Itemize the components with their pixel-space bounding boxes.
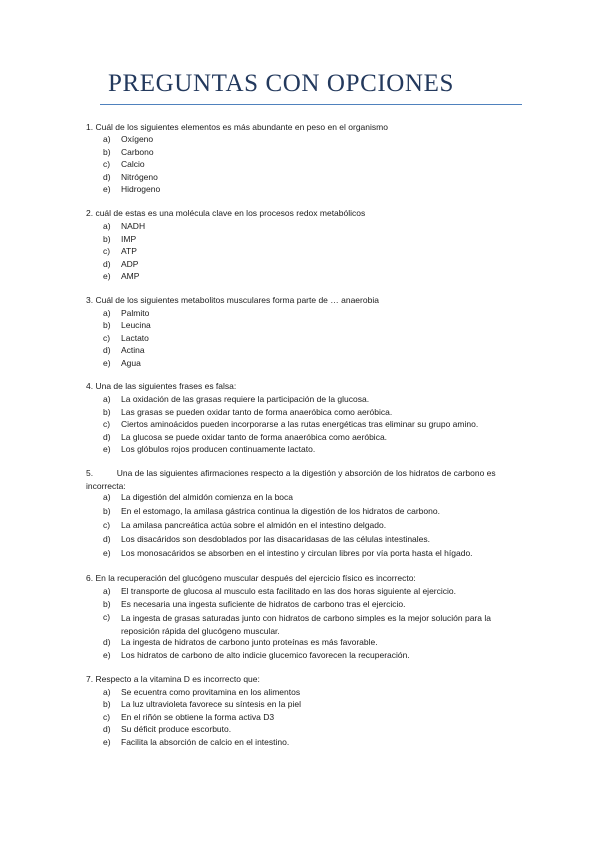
option-letter: b): [103, 599, 111, 609]
option-text: Ciertos aminoácidos pueden incorporarse a las rutas energéticas tras eliminar su grupo amino.: [121, 419, 479, 429]
option-text: IMP: [121, 233, 137, 244]
option-e: [0, 271, 600, 283]
option-letter: b): [103, 146, 111, 157]
option-letter: e): [103, 736, 111, 747]
question-stem: 3. Cuál de los siguientes metabolitos musculares forma parte de … anaerobia: [86, 295, 379, 305]
option-c: [0, 419, 600, 431]
option-letter: d): [103, 534, 111, 544]
question-stem: 1. Cuál de los siguientes elementos es más abundante en peso en el organismo: [86, 122, 388, 132]
option-text: Leucina: [121, 320, 151, 330]
option-text: Los disacáridos son desdoblados por las disacaridasas de las células intestinales.: [121, 534, 431, 544]
option-text: Palmito: [121, 307, 150, 318]
option-text: Carbono: [121, 146, 154, 157]
option-text: Es necesaria una ingesta suficiente de hidratos de carbono tras el ejercicio.: [121, 599, 406, 609]
option-text: Las grasas se pueden oxidar tanto de forma anaeróbica como aeróbica.: [121, 406, 393, 417]
option-e: [0, 358, 600, 370]
option-b: [0, 506, 600, 518]
question-stem: 4. Una de las siguientes frases es falsa:: [86, 381, 237, 391]
option-text: Agua: [121, 357, 141, 368]
option-letter: c): [103, 419, 111, 429]
option-letter: b): [103, 233, 111, 244]
option-c: [0, 159, 600, 171]
question-stem: 6. En la recuperación del glucógeno muscular después del ejercicio físico es incorrecto:: [86, 573, 416, 583]
option-b: [0, 147, 600, 159]
option-text: ADP: [121, 258, 139, 269]
option-letter: a): [103, 492, 111, 502]
option-letter: d): [103, 636, 111, 647]
option-letter: d): [103, 431, 111, 442]
option-d: [0, 534, 600, 546]
option-letter: c): [103, 246, 111, 256]
option-a: [0, 221, 600, 233]
option-d: [0, 345, 600, 357]
option-letter: a): [103, 686, 111, 697]
option-letter: e): [103, 649, 111, 660]
option-b: [0, 320, 600, 332]
option-text: Nitrógeno: [121, 171, 158, 182]
option-text: La glucosa se puede oxidar tanto de forma anaeróbica como aeróbica.: [121, 431, 388, 442]
option-c: [0, 520, 600, 532]
option-b: [0, 599, 600, 611]
option-letter: d): [103, 258, 111, 269]
option-b: [0, 407, 600, 419]
page-title: PREGUNTAS CON OPCIONES: [108, 70, 454, 97]
option-letter: c): [103, 332, 111, 343]
option-text: El transporte de glucosa al musculo esta facilitado en las dos horas siguiente al ejercicio.: [121, 586, 456, 596]
question-stem: 7. Respecto a la vitamina D es incorrecto que:: [86, 674, 260, 684]
option-text: ATP: [121, 246, 137, 256]
option-a: [0, 394, 600, 406]
option-c: [0, 246, 600, 258]
option-e: [0, 548, 600, 560]
option-text: Facilita la absorción de calcio en el intestino.: [121, 736, 290, 747]
option-letter: a): [103, 134, 111, 144]
option-a: [0, 586, 600, 598]
option-letter: e): [103, 271, 111, 281]
option-d: [0, 724, 600, 736]
option-a: [0, 687, 600, 699]
option-a: [0, 134, 600, 146]
option-letter: a): [103, 394, 111, 404]
option-d: [0, 172, 600, 184]
option-e: [0, 444, 600, 456]
option-d: [0, 637, 600, 649]
option-text: Calcio: [121, 159, 145, 169]
option-letter: b): [103, 406, 111, 417]
option-text: La oxidación de las grasas requiere la participación de la glucosa.: [121, 394, 370, 404]
option-e: [0, 184, 600, 196]
option-e: [0, 650, 600, 662]
option-letter: d): [103, 724, 111, 734]
option-letter: a): [103, 586, 111, 596]
option-letter: e): [103, 444, 111, 454]
option-letter: e): [103, 548, 111, 558]
option-text: La ingesta de grasas saturadas junto con hidratos de carbono simples es la mejor solución para la reposición rápida del glucógeno muscular.: [121, 613, 491, 636]
option-text: La luz ultravioleta favorece su síntesis en la piel: [121, 699, 302, 709]
option-text: Actina: [121, 345, 145, 355]
option-e: [0, 737, 600, 749]
option-letter: a): [103, 307, 111, 318]
question-stem: 5. Una de las siguientes afirmaciones respecto a la digestión y absorción de los hidratos de carbono es incorrecta:: [86, 468, 499, 491]
option-a: [0, 492, 600, 504]
option-letter: e): [103, 184, 111, 194]
option-letter: c): [103, 612, 111, 622]
option-text: La amilasa pancreática actúa sobre el almidón en el intestino delgado.: [121, 520, 387, 530]
option-text: Los monosacáridos se absorben en el intestino y circulan libres por vía porta hasta el hígado.: [121, 548, 473, 558]
option-text: Los glóbulos rojos producen continuamente lactato.: [121, 444, 316, 454]
title-underline: [100, 104, 522, 105]
option-letter: a): [103, 221, 111, 231]
option-d: [0, 432, 600, 444]
option-c: [0, 612, 600, 636]
option-b: [0, 234, 600, 246]
option-text: Lactato: [121, 332, 149, 343]
option-letter: b): [103, 506, 111, 516]
option-text: AMP: [121, 271, 140, 281]
option-d: [0, 259, 600, 271]
option-text: La digestión del almidón comienza en la boca: [121, 492, 294, 502]
option-text: Su déficit produce escorbuto.: [121, 724, 232, 734]
option-letter: d): [103, 171, 111, 182]
option-text: Oxígeno: [121, 134, 154, 144]
option-letter: c): [103, 159, 111, 169]
option-b: [0, 699, 600, 711]
question-stem: 2. cuál de estas es una molécula clave en los procesos redox metabólicos: [86, 208, 366, 218]
option-text: Se ecuentra como provitamina en los alimentos: [121, 686, 301, 697]
option-letter: b): [103, 699, 111, 709]
option-letter: c): [103, 520, 111, 530]
option-text: NADH: [121, 221, 146, 231]
option-text: En el estomago, la amilasa gástrica continua la digestión de los hidratos de carbono.: [121, 506, 440, 516]
option-letter: c): [103, 711, 111, 722]
option-text: Hidrogeno: [121, 184, 161, 194]
option-c: [0, 333, 600, 345]
option-text: Los hidratos de carbono de alto indicie glucemico favorecen la recuperación.: [121, 649, 410, 660]
option-letter: e): [103, 357, 111, 368]
option-text: La ingesta de hidratos de carbono junto proteínas es más favorable.: [121, 636, 378, 647]
option-c: [0, 712, 600, 724]
option-a: [0, 308, 600, 320]
option-letter: b): [103, 320, 111, 330]
option-text: En el riñón se obtiene la forma activa D3: [121, 711, 275, 722]
option-letter: d): [103, 345, 111, 355]
